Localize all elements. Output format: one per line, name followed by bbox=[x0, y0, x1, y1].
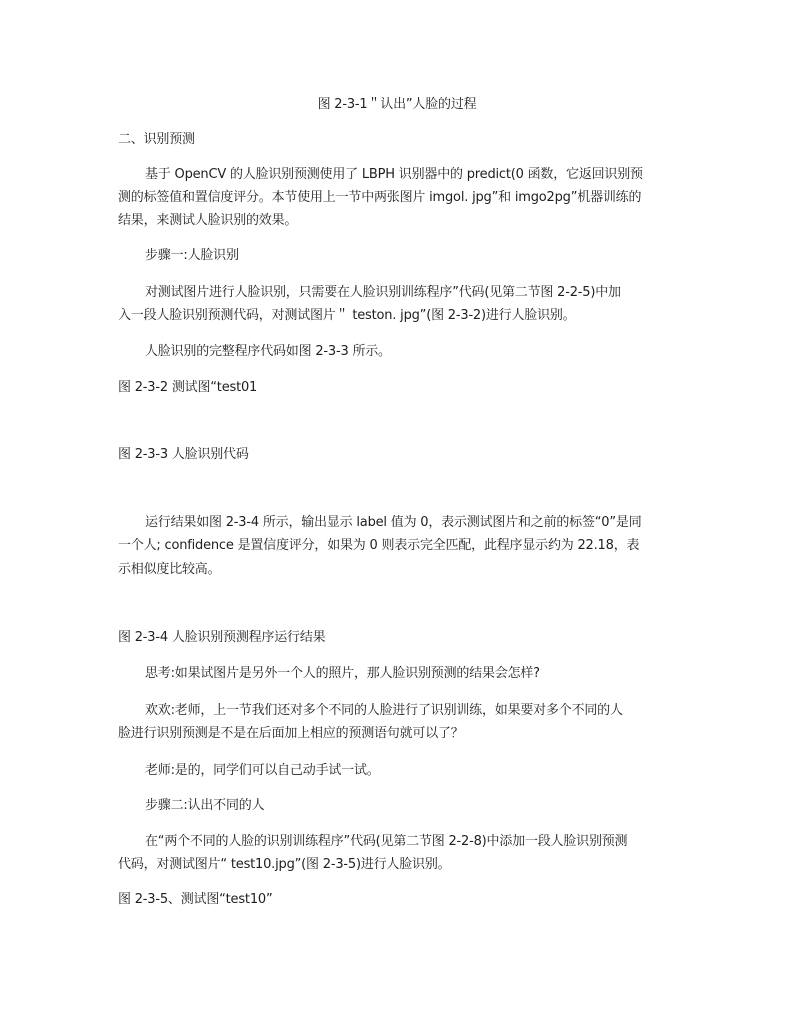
paragraph-step-two-line-2: 代码，对测试图片“ test10.jpg”(图 2-3-5)进行人脸识别。 bbox=[118, 857, 451, 872]
paragraph-result-line-2: 一个人; confidence 是置信度评分，如果为 0 则表示完全匹配，此程序显示约为 22.18，表 bbox=[118, 538, 640, 553]
step-two-heading: 步骤二:认出不同的人 bbox=[145, 798, 265, 813]
paragraph-step-two-line-1: 在“两个不同的人脸的识别训练程序”代码(见第二节图 2-2-8)中添加一段人脸识别预测 bbox=[145, 834, 628, 849]
section-heading-recognition-prediction: 二、识别预测 bbox=[118, 132, 195, 147]
paragraph-step-one-line-2: 入一段人脸识别预测代码，对测试图片＂ teston. jpg”(图 2-3-2)进行人脸识别。 bbox=[118, 308, 576, 323]
paragraph-huanhuan-line-2: 脸进行识别预测是不是在后面加上相应的预测语句就可以了？ bbox=[118, 726, 464, 741]
paragraph-step-one-line-1: 对测试图片进行人脸识别，只需要在人脸识别训练程序”代码(见第二节图 2-2-5)中加 bbox=[145, 285, 621, 300]
figure-caption-2-3-2: 图 2-3-2 测试图“test01 bbox=[118, 380, 258, 395]
paragraph-intro-line-2: 测的标签值和置信度评分。本节使用上一节中两张图片 imgol. jpg”和 imgo2pg”机器训练的 bbox=[118, 190, 642, 205]
paragraph-result-line-3: 示相似度比较高。 bbox=[118, 562, 221, 577]
figure-caption-2-3-4: 图 2-3-4 人脸识别预测程序运行结果 bbox=[118, 630, 326, 645]
figure-caption-2-3-5: 图 2-3-5、测试图“test10” bbox=[118, 892, 273, 907]
paragraph-intro-line-1: 基于 OpenCV 的人脸识别预测使用了 LBPH 识别器中的 predict(0 函数，它返回识别预 bbox=[145, 167, 643, 182]
paragraph-huanhuan-line-1: 欢欢:老师，上一节我们还对多个不同的人脸进行了识别训练，如果要对多个不同的人 bbox=[145, 703, 623, 718]
step-one-heading: 步骤一:人脸识别 bbox=[145, 248, 239, 263]
figure-caption-2-3-3: 图 2-3-3 人脸识别代码 bbox=[118, 447, 249, 462]
paragraph-think: 思考:如果试图片是另外一个人的照片，那人脸识别预测的结果会怎样? bbox=[145, 666, 540, 681]
paragraph-intro-line-3: 结果，来测试人脸识别的效果。 bbox=[118, 213, 298, 228]
paragraph-teacher: 老师:是的，同学们可以自己动手试一试。 bbox=[145, 763, 380, 778]
paragraph-full-code: 人脸识别的完整程序代码如图 2-3-3 所示。 bbox=[145, 344, 391, 359]
paragraph-result-line-1: 运行结果如图 2-3-4 所示，输出显示 label 值为 0，表示测试图片和之前的标签“0”是同 bbox=[145, 515, 642, 530]
figure-caption-2-3-1: 图 2-3-1＂认出”人脸的过程 bbox=[317, 97, 477, 112]
